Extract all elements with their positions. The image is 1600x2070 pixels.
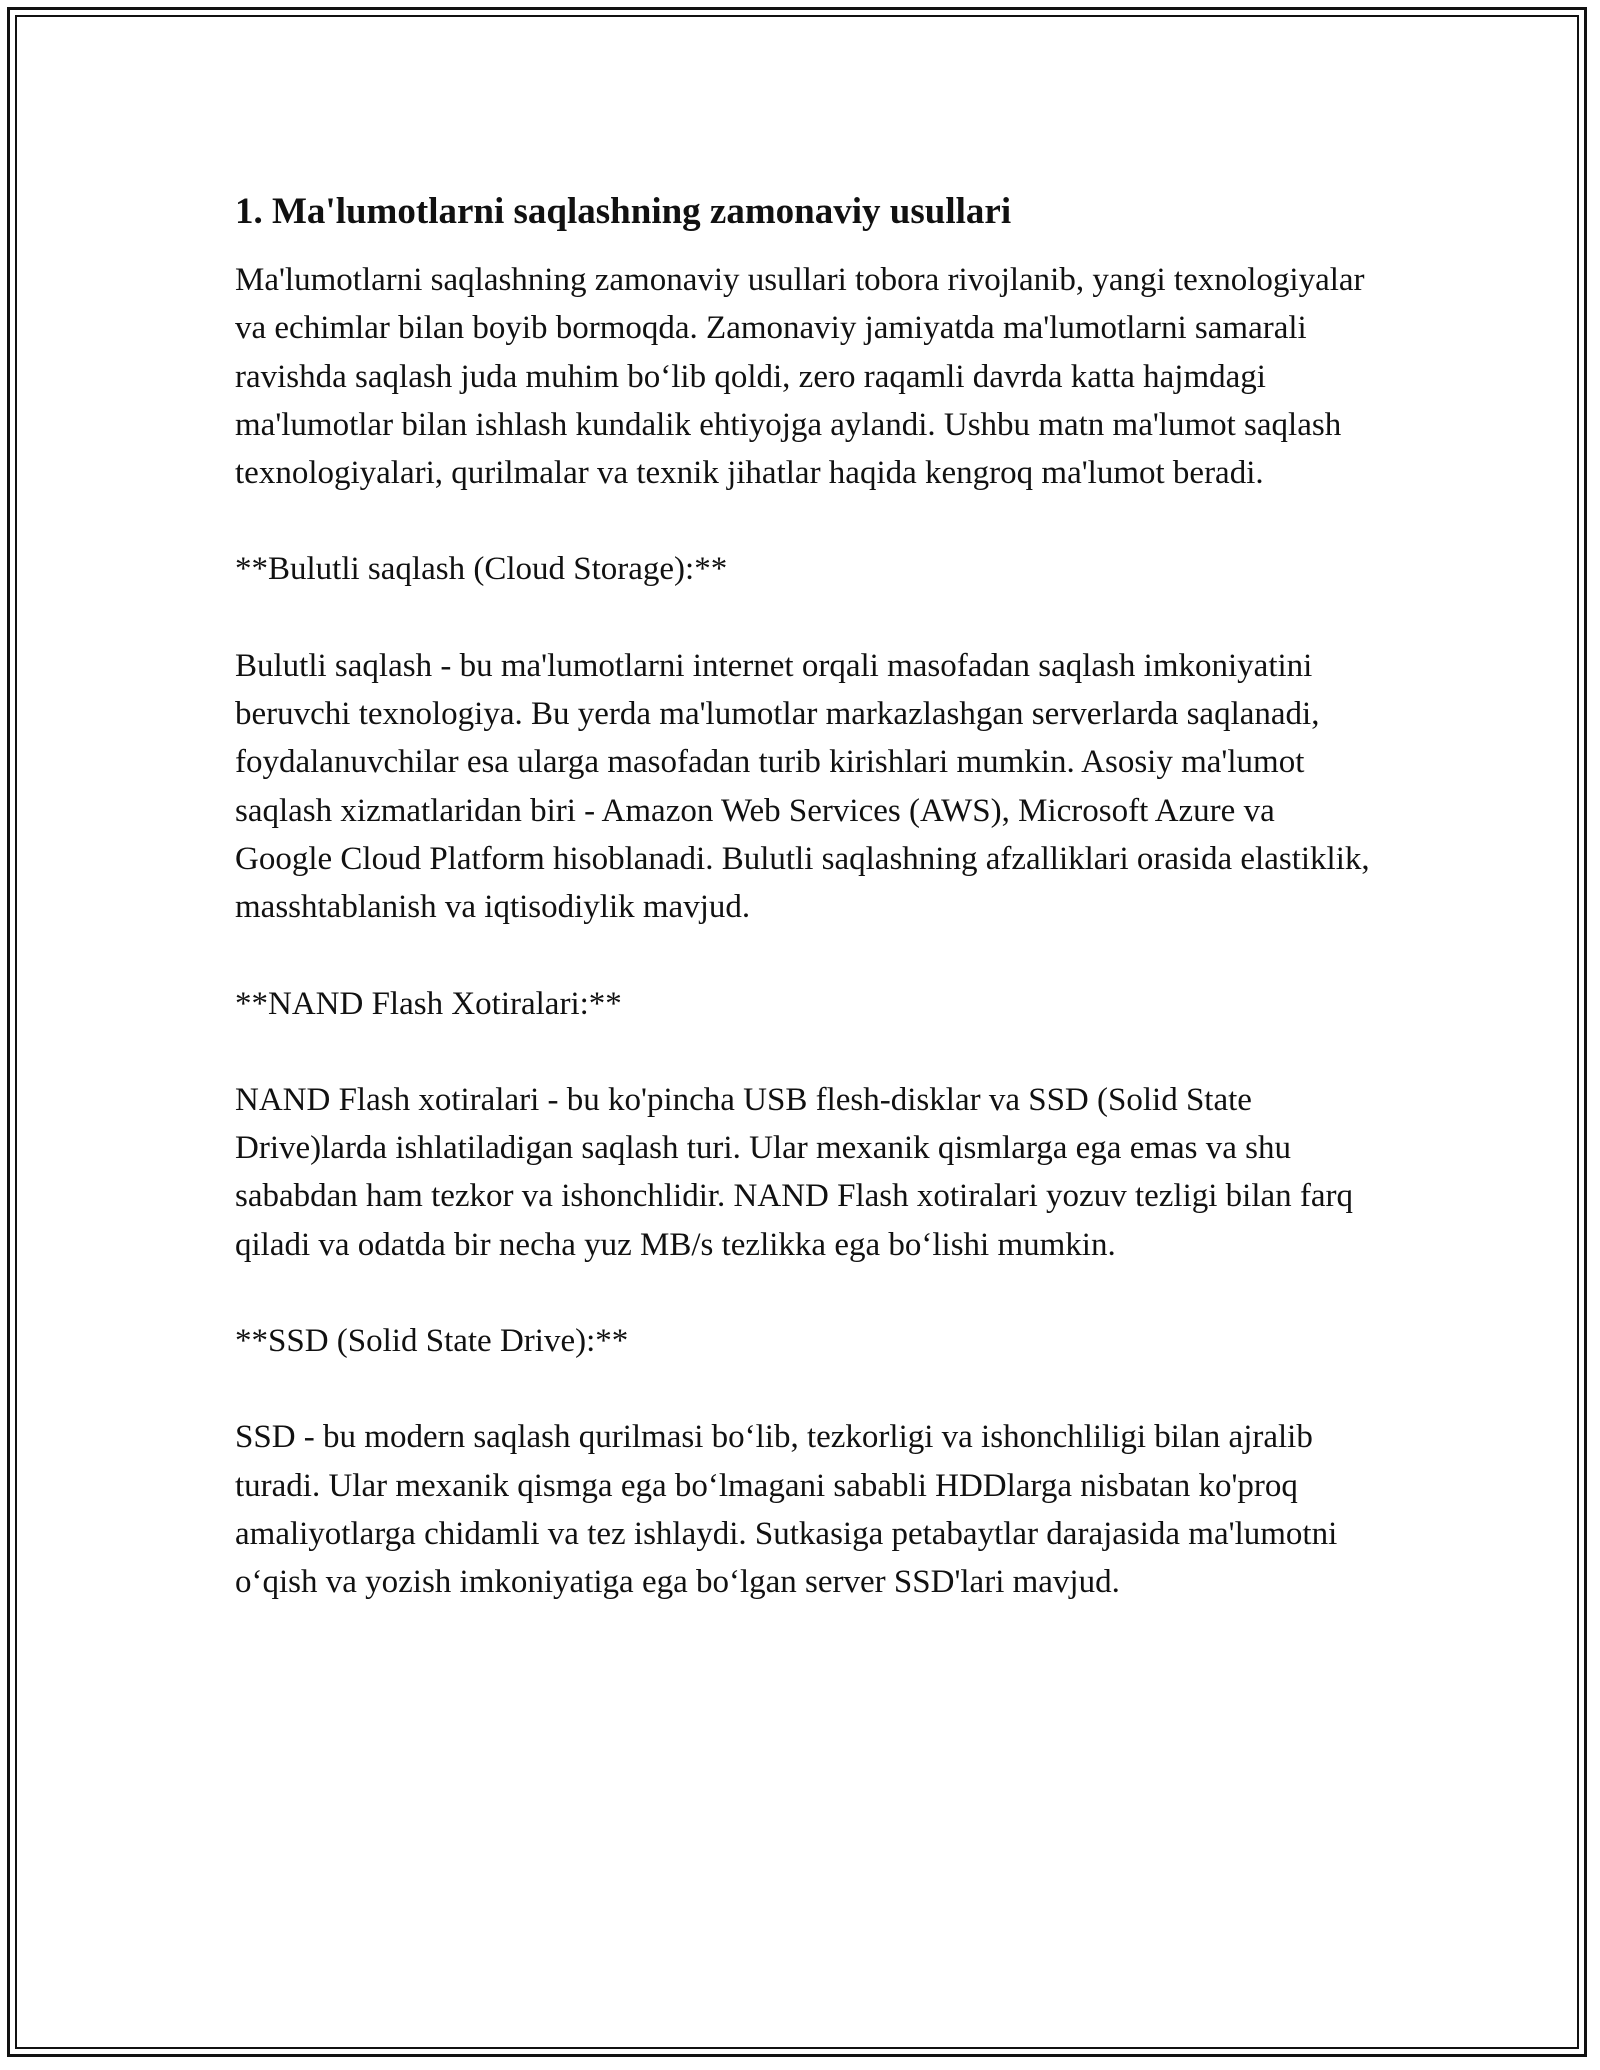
section-title-nand-flash: **NAND Flash Xotiralari:**	[235, 985, 622, 1022]
paragraph-spacer	[235, 932, 1370, 980]
document-heading: 1. Ma'lumotlarni saqlashning zamonaviy usullari	[235, 191, 1012, 232]
paragraph-spacer	[235, 1269, 1370, 1317]
section-body-cloud-storage: Bulutli saqlash - bu ma'lumotlarni internet orqali masofadan saqlash imkoniyatini beruvchi texnologiya. Bu yerda ma'lumotlar markazlashgan serverlarda saqlanadi, foydalanuvchilar esa ularga masofadan turib kirishlari mumkin. Asosiy ma'lumot saqlash xizmatlaridan biri - Amazon Web Services (AWS), Microsoft Azure va Google Cloud Platform hisoblanadi. Bulutli saqlashning afzalliklari orasida elastiklik, masshtablanish va iqtisodiylik mavjud.	[235, 647, 1370, 926]
paragraph-spacer	[235, 594, 1370, 642]
section-body-ssd: SSD - bu modern saqlash qurilmasi boʻlib, tezkorligi va ishonchliligi bilan ajralib turadi. Ular mexanik qismga ega boʻlmagani sababli HDDlarga nisbatan ko'proq amaliyotlarga chidamli va tez ishlaydi. Sutkasiga petabaytlar darajasida ma'lumotni oʻqish va yozish imkoniyatiga ega boʻlgan server SSD'lari mavjud.	[235, 1419, 1338, 1601]
document-body	[235, 188, 1370, 1607]
paragraph-spacer	[235, 1365, 1370, 1413]
paragraph-spacer	[235, 1028, 1370, 1076]
paragraph-spacer	[235, 497, 1370, 545]
section-body-nand-flash: NAND Flash xotiralari - bu ko'pincha USB flesh-disklar va SSD (Solid State Drive)larda ishlatiladigan saqlash turi. Ular mexanik qismlarga ega emas va shu sababdan ham tezkor va ishonchlidir. NAND Flash xotiralari yozuv tezligi bilan farq qiladi va odatda bir necha yuz MB/s tezlikka ega boʻlishi mumkin.	[235, 1081, 1354, 1263]
intro-paragraph: Ma'lumotlarni saqlashning zamonaviy usullari tobora rivojlanib, yangi texnologiyalar va echimlar bilan boyib bormoqda. Zamonaviy jamiyatda ma'lumotlarni samarali ravishda saqlash juda muhim boʻlib qoldi, zero raqamli davrda katta hajmdagi ma'lumotlar bilan ishlash kundalik ehtiyojga aylandi. Ushbu matn ma'lumot saqlash texnologiyalari, qurilmalar va texnik jihatlar haqida kengroq ma'lumot beradi.	[235, 262, 1365, 492]
section-title-cloud-storage: **Bulutli saqlash (Cloud Storage):**	[235, 551, 728, 588]
section-title-ssd: **SSD (Solid State Drive):**	[235, 1323, 629, 1360]
